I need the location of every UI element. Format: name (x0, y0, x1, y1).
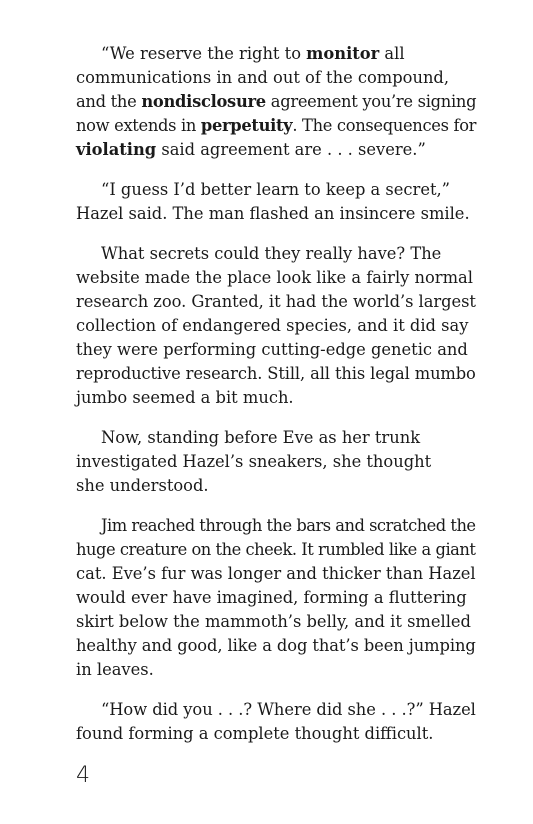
text-run: in leaves. (76, 660, 154, 679)
text-line (76, 266, 476, 290)
text-line (76, 450, 476, 474)
text-run: they were performing cutting-edge genetic and (76, 340, 468, 359)
text-run: “I guess I’d better learn to keep a secret,” (101, 180, 450, 199)
text-line (76, 202, 476, 226)
text-run: jumbo seemed a bit much. (76, 388, 294, 407)
text-run: huge creature on the cheek. It rumbled like a giant (76, 540, 476, 559)
page-number: 4 (76, 763, 90, 788)
text-line (76, 538, 476, 562)
paragraph (76, 514, 476, 682)
text-run: Now, standing before Eve as her trunk (101, 428, 421, 447)
text-run: would ever have imagined, forming a fluttering (76, 588, 467, 607)
text-line (76, 698, 476, 722)
text-run: What secrets could they really have? The (101, 244, 442, 263)
text-run: . The consequences for (292, 116, 477, 135)
text-line (76, 610, 476, 634)
text-line (76, 66, 476, 90)
bold-word: monitor (306, 44, 380, 63)
text-line (76, 722, 476, 746)
text-run: website made the place look like a fairly normal (76, 268, 473, 287)
text-run: “How did you . . .? Where did she . . .?” Hazel (101, 700, 476, 719)
text-run: and the (76, 92, 142, 111)
text-line (76, 634, 476, 658)
text-line (76, 658, 476, 682)
text-run: “We reserve the right to (101, 44, 307, 63)
text-line (76, 314, 476, 338)
text-line (76, 362, 476, 386)
bold-word: perpetuity (200, 116, 293, 135)
text-line (76, 474, 476, 498)
text-line (76, 338, 476, 362)
text-run: she understood. (76, 476, 209, 495)
text-run: reproductive research. Still, all this legal mumbo (76, 364, 476, 383)
text-run: communications in and out of the compound, (76, 68, 450, 87)
page-body (76, 42, 476, 762)
text-line (76, 386, 476, 410)
paragraph (76, 178, 476, 226)
text-line (76, 114, 476, 138)
text-line (76, 90, 476, 114)
text-run: investigated Hazel’s sneakers, she thought (76, 452, 432, 471)
text-run: research zoo. Granted, it had the world’s largest (76, 292, 476, 311)
bold-word: violating (76, 140, 157, 159)
text-run: agreement you’re signing (265, 92, 477, 111)
text-run: now extends in (76, 116, 201, 135)
text-line (76, 290, 476, 314)
text-line (76, 426, 476, 450)
text-line (76, 42, 476, 66)
text-run: all (379, 44, 405, 63)
text-run: Jim reached through the bars and scratched the (101, 516, 476, 535)
bold-word: nondisclosure (141, 92, 266, 111)
text-line (76, 586, 476, 610)
text-run: found forming a complete thought difficult. (76, 724, 434, 743)
paragraph (76, 426, 476, 498)
paragraph (76, 42, 476, 162)
text-line (76, 562, 476, 586)
text-run: Hazel said. The man flashed an insincere smile. (76, 204, 470, 223)
text-run: healthy and good, like a dog that’s been jumping (76, 636, 476, 655)
text-run: skirt below the mammoth’s belly, and it smelled (76, 612, 471, 631)
paragraph (76, 242, 476, 410)
text-line (76, 138, 476, 162)
text-run: cat. Eve’s fur was longer and thicker than Hazel (76, 564, 476, 583)
text-run: said agreement are . . . severe.” (156, 140, 426, 159)
text-line (76, 178, 476, 202)
text-line (76, 242, 476, 266)
paragraph (76, 698, 476, 746)
text-line (76, 514, 476, 538)
text-run: collection of endangered species, and it did say (76, 316, 469, 335)
